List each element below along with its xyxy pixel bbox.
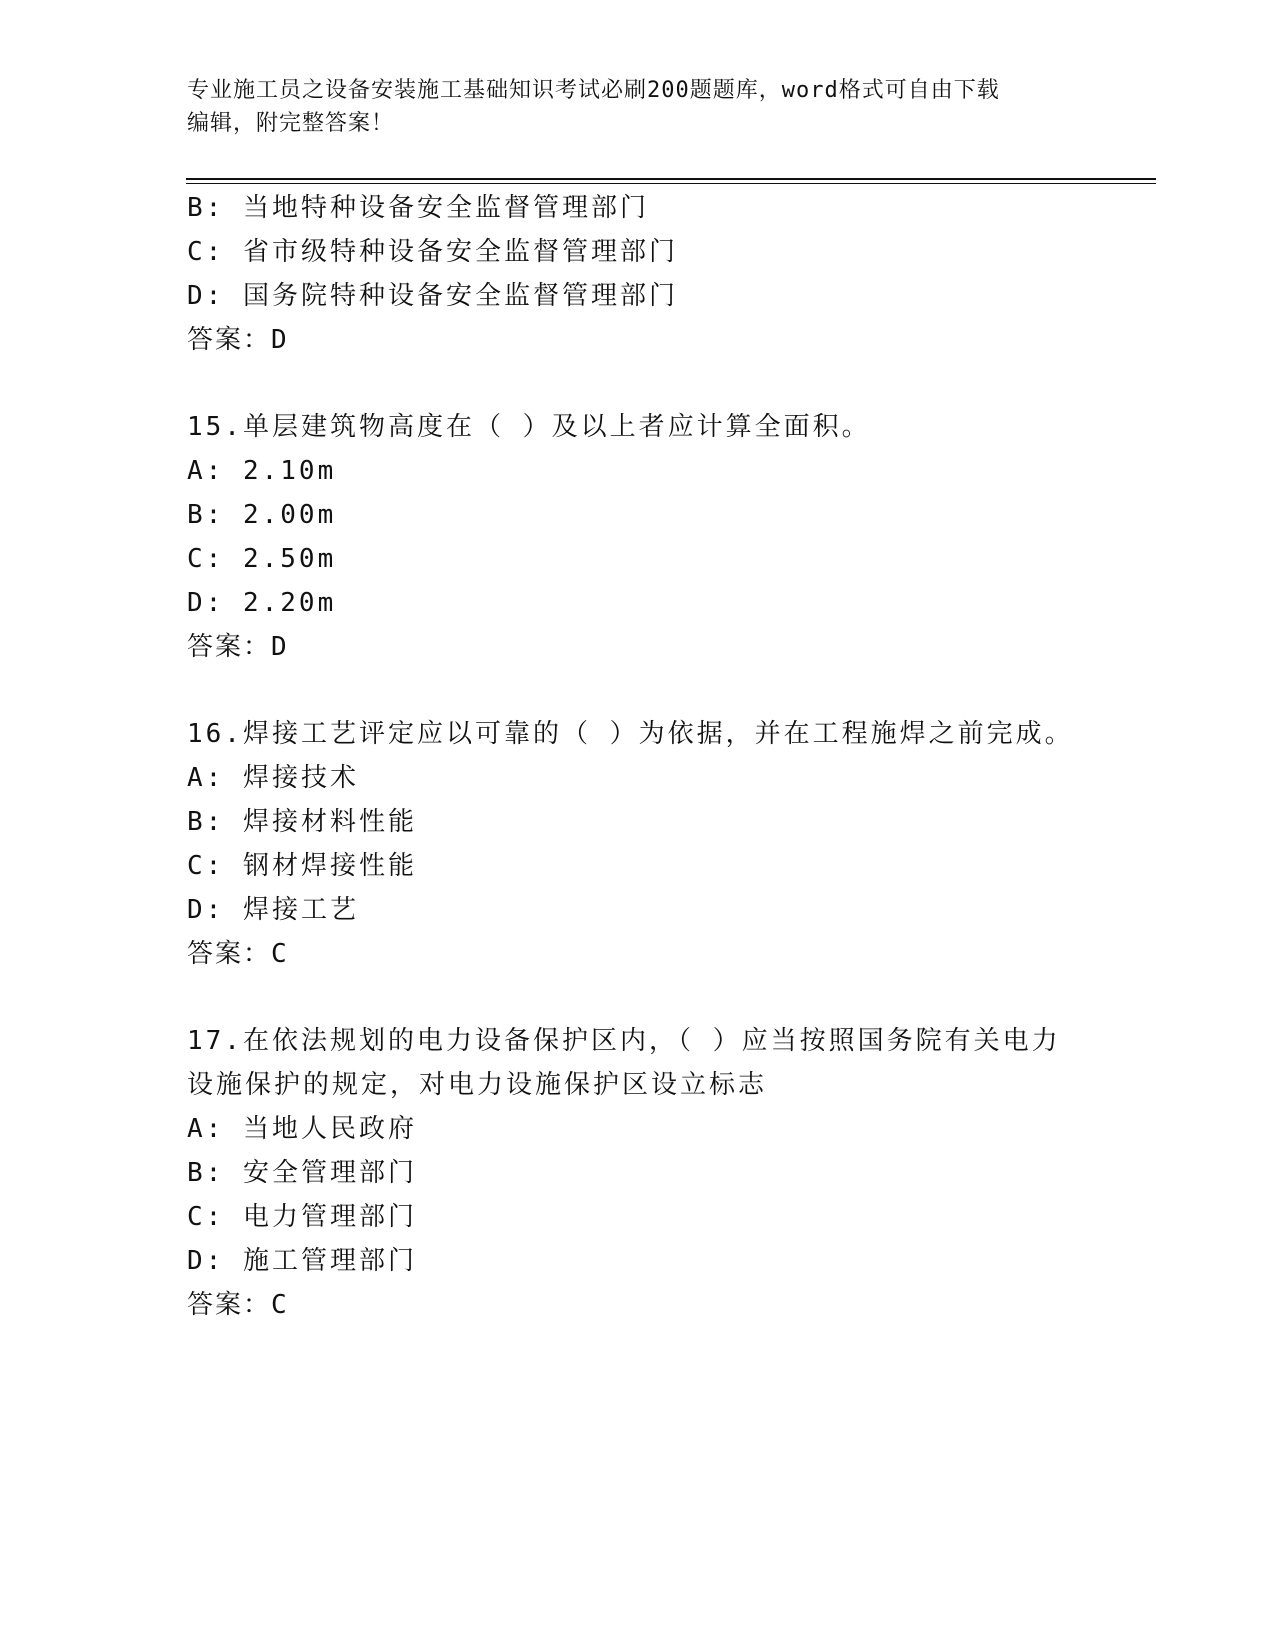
q16-answer: 答案：C	[187, 939, 289, 969]
q15-option-b: B: 2.00m	[187, 500, 337, 530]
q14-option-d: D: 国务院特种设备安全监督管理部门	[187, 281, 678, 311]
q17-question-line-1: 17.在依法规划的电力设备保护区内，（ ）应当按照国务院有关电力	[187, 1026, 1061, 1056]
header-divider-thick	[186, 178, 1156, 180]
q16-question: 16.焊接工艺评定应以可靠的（ ）为依据，并在工程施焊之前完成。	[187, 719, 1074, 749]
q17-option-b: B: 安全管理部门	[187, 1158, 417, 1188]
q16-option-c: C: 钢材焊接性能	[187, 851, 417, 881]
q16-option-b: B: 焊接材料性能	[187, 807, 417, 837]
q17-option-d: D: 施工管理部门	[187, 1246, 417, 1276]
q15-question: 15.单层建筑物高度在（ ）及以上者应计算全面积。	[187, 412, 871, 442]
q17-question-line-2: 设施保护的规定，对电力设施保护区设立标志	[187, 1070, 768, 1100]
q14-answer: 答案：D	[187, 325, 289, 355]
q15-answer: 答案：D	[187, 632, 289, 662]
header-line-2: 编辑，附完整答案！	[187, 111, 395, 136]
q16-option-a: A: 焊接技术	[187, 763, 359, 793]
q17-option-a: A: 当地人民政府	[187, 1114, 417, 1144]
q14-option-c: C: 省市级特种设备安全监督管理部门	[187, 237, 678, 267]
q15-option-a: A: 2.10m	[187, 456, 337, 486]
q15-option-c: C: 2.50m	[187, 544, 337, 574]
q16-option-d: D: 焊接工艺	[187, 895, 359, 925]
q17-option-c: C: 电力管理部门	[187, 1202, 417, 1232]
header-divider-thin	[186, 183, 1156, 184]
header-line-1: 专业施工员之设备安装施工基础知识考试必刷200题题库，word格式可自由下载	[187, 78, 1000, 103]
q15-option-d: D: 2.20m	[187, 588, 337, 618]
document-header	[187, 74, 1067, 140]
q14-option-b: B: 当地特种设备安全监督管理部门	[187, 193, 649, 223]
q17-answer: 答案：C	[187, 1290, 289, 1320]
